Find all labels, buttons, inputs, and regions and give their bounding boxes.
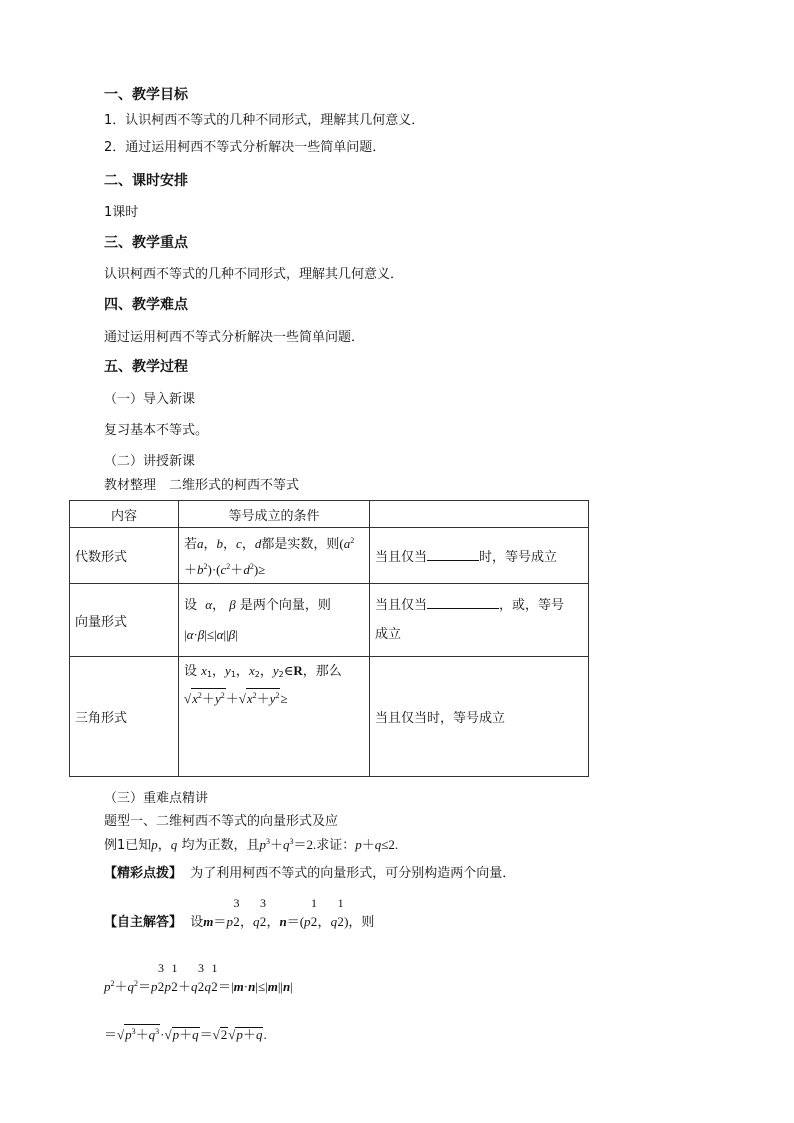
cond-trig-b: ，那么 [302, 664, 342, 679]
lecture-heading: （二）讲授新课 [104, 454, 196, 469]
cond-algebraic: 若a，b，c，d都是实数，则($a^2$ $+b^2)\cdot(c^2+d^2)\ge$ [179, 528, 370, 584]
table-row-trig [70, 657, 589, 777]
table-header-condition: 等号成立的条件 [179, 501, 370, 528]
section-title-key: 三、教学重点 [104, 235, 188, 251]
result-vector-b: ，或，等号 [499, 598, 565, 613]
cond-vector-b: 是两个向量，则 [239, 598, 331, 613]
table-header-empty [370, 501, 589, 528]
hint-label: 【精彩点拨】 [104, 866, 183, 881]
example-1-b: 均为正数，且 [181, 838, 260, 853]
result-algebraic-b: 时，等号成立 [479, 550, 558, 565]
example-1: 例1已知p，q 均为正数，且$p^3+q^3=2$.求证：p＋q≤2. [104, 837, 399, 853]
section-title-difficulty: 四、教学难点 [104, 297, 188, 313]
table-header-content: 内容 [70, 501, 179, 528]
solve-then: 则 [361, 915, 375, 930]
result-vector-c: 成立 [375, 627, 402, 642]
solve-set: 设 [190, 915, 204, 930]
cauchy-forms-table [69, 500, 589, 777]
section-title-goals: 一、教学目标 [104, 87, 188, 103]
table-header-row [70, 501, 589, 528]
cond-algebraic-b: 都是实数，则 [261, 536, 340, 552]
difficulty-text: 通过运用柯西不等式分析解决一些简单问题． [104, 330, 365, 345]
answer-blank[interactable] [427, 549, 479, 561]
section-title-schedule: 二、课时安排 [104, 173, 188, 189]
answer-blank[interactable] [427, 597, 499, 609]
table-caption: 教材整理 二维形式的柯西不等式 [104, 478, 300, 493]
problem-type-1: 题型一、二维柯西不等式的向量形式及应 [104, 814, 339, 829]
solution-line-1: 【自主解答】 设m＝p 3 2，q 3 2，n＝(p 1 2，q 1 2)，则 [104, 896, 375, 930]
cond-vector: 设 α， β 是两个向量，则 |α·β|≤|α||β| [179, 584, 370, 657]
section-title-process: 五、教学过程 [104, 359, 188, 375]
result-vector [370, 584, 589, 657]
cond-trig-a: 设 [184, 664, 198, 679]
example-1-a: 例1已知 [104, 838, 152, 853]
solve-label: 【自主解答】 [104, 915, 183, 930]
goal-item-1: 1．认识柯西不等式的几种不同形式，理解其几何意义． [104, 113, 425, 128]
key-text: 认识柯西不等式的几种不同形式，理解其几何意义． [104, 267, 404, 282]
hint-text: 为了利用柯西不等式的向量形式，可分别构造两个向量． [190, 866, 516, 881]
row-label-vector: 向量形式 [70, 584, 179, 657]
result-vector-a: 当且仅当 [375, 598, 428, 613]
review-text: 复习基本不等式。 [104, 423, 209, 438]
result-algebraic [370, 528, 589, 584]
schedule-text: 1课时 [104, 205, 139, 220]
hint-line [104, 862, 515, 881]
result-algebraic-a: 当且仅当 [375, 550, 428, 565]
result-trig: 当且仅当时，等号成立 [370, 657, 589, 777]
cond-algebraic-a: 若 [184, 536, 198, 552]
row-label-algebraic: 代数形式 [70, 528, 179, 584]
intro-heading: （一）导入新课 [104, 392, 196, 407]
cond-trig: 设 $x_1$，$y_1$，$x_2$，$y_2\in R$，那么 $√x^2+y^2+√x^2+y^2\ge$ [179, 657, 370, 777]
table-row-algebraic [70, 528, 589, 584]
solution-line-3: $=√p^3+q^3\cdot√p+q=√2√p+q$. [104, 1024, 267, 1043]
solution-line-2: $p^2+q^2=p$ 3 2p 1 2＋q 3 2q 1 2＝|m·n|≤|m||n| [104, 961, 293, 994]
key-points-heading: （三）重难点精讲 [104, 791, 209, 806]
example-1-c: 求证： [316, 838, 356, 853]
row-label-trig: 三角形式 [70, 657, 179, 777]
cond-vector-a: 设 [184, 598, 198, 613]
table-row-vector [70, 584, 589, 657]
goal-item-2: 2．通过运用柯西不等式分析解决一些简单问题． [104, 140, 386, 155]
